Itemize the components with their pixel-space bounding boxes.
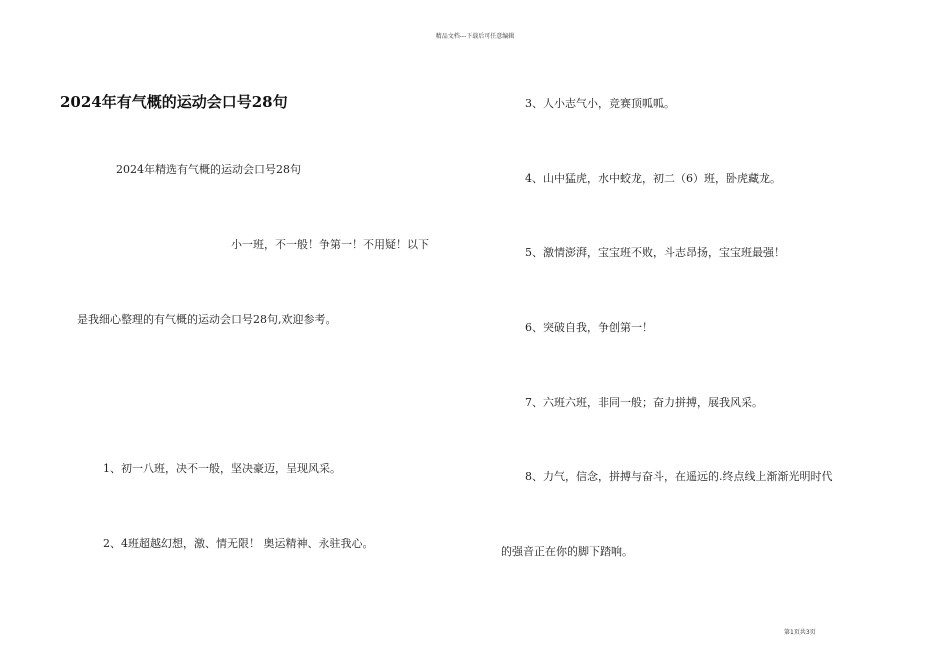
- slogan-item-3: 3、人小志气小，竞赛顶呱呱。: [525, 97, 675, 110]
- header-note: 精品文档---下载后可任意编辑: [435, 33, 515, 40]
- intro-line-1: 小一班，不一般！争第一！不用疑！以下: [231, 238, 429, 251]
- slogan-item-1: 1、初一八班，决不一般，坚决豪迈，呈现风采。: [103, 462, 341, 475]
- slogan-item-8-continued: 的强音正在你的脚下踏响。: [501, 545, 633, 558]
- slogan-item-6: 6、突破自我，争创第一！: [525, 321, 653, 334]
- document-title: 2024年有气概的运动会口号28句: [60, 93, 288, 111]
- slogan-item-4: 4、山中猛虎，水中蛟龙，初二（6）班，卧虎藏龙。: [525, 172, 781, 185]
- page-indicator: 第1页共3页: [784, 629, 816, 636]
- intro-line-2: 是我细心整理的有气概的运动会口号28句,欢迎参考。: [77, 313, 337, 326]
- slogan-item-5: 5、激情澎湃，宝宝班不败，斗志昂扬，宝宝班最强！: [525, 246, 785, 259]
- slogan-item-2: 2、4班超越幻想，激、情无限！ 奥运精神、永驻我心。: [103, 537, 374, 550]
- slogan-item-8: 8、力气，信念，拼搏与奋斗，在遥远的.终点线上渐渐光明时代: [525, 470, 833, 483]
- slogan-item-7: 7、六班六班，非同一般；奋力拼搏，展我风采。: [525, 396, 763, 409]
- document-subtitle: 2024年精选有气概的运动会口号28句: [116, 163, 301, 176]
